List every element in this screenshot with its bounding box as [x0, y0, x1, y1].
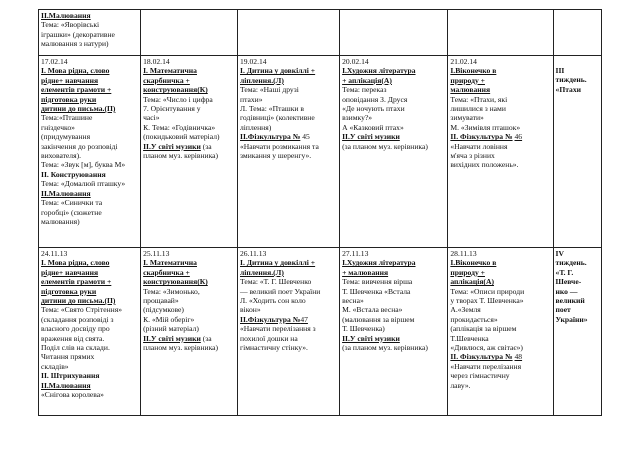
topic: вихідних положень». [450, 160, 519, 170]
activity: Т.Шевченка [450, 333, 489, 343]
subject: ІІ. Конструювання [41, 169, 106, 179]
subject: ІІ.Фізкультура № [240, 314, 301, 324]
topic: Тема: «Звук [м], буква М» [41, 160, 126, 170]
subject: рідне+ навчання [41, 267, 99, 277]
topic: Тема: «Зимонько, [143, 286, 200, 296]
week-label: України» [555, 314, 588, 324]
subject: ІІ. Штрихування [41, 371, 100, 381]
subject: конструювання(К) [143, 85, 208, 95]
topic: вихователя). [41, 151, 82, 161]
subject: ІІ.Малювання [41, 380, 91, 390]
date: 26.11.13 [240, 249, 267, 258]
subject: рідне+ навчання [41, 75, 99, 85]
activity: А.«Земля [450, 305, 481, 315]
topic: (за [202, 333, 212, 343]
subject: ліплення.(Л) [240, 267, 284, 277]
subject: конструювання(К) [143, 277, 208, 287]
subject: ІІ. Фізкультура № [450, 132, 513, 142]
empty-cell [238, 10, 340, 56]
table-row-week-4 [39, 248, 602, 416]
subject: ІІ.Малювання [41, 188, 91, 198]
activity: (покидьковий матеріал) [143, 132, 220, 142]
topic: (підсумкове) [143, 305, 184, 315]
topic: (за планом муз. керівника) [342, 343, 428, 353]
topic: оповідання З. Друся [342, 94, 408, 104]
topic: взимку?» [342, 113, 373, 123]
activity: К. Тема: «Годівничка» [143, 122, 216, 132]
topic: (за планом муз. керівника) [342, 141, 428, 151]
topic: закінчення до розповіді [41, 141, 118, 151]
topic: у творах Т. Шевченка» [450, 296, 524, 306]
week-label: тиждень. [555, 75, 587, 85]
empty-cell [553, 10, 601, 56]
week-label: великий [555, 296, 585, 306]
subject: ІІ. Фізкультура № [450, 352, 513, 362]
subject: + аплікація(А) [342, 75, 392, 85]
topic: весна» [342, 296, 364, 306]
topic: лаву». [450, 380, 471, 390]
week-label: Шевче- [555, 277, 582, 287]
activity: вікон» [240, 305, 261, 315]
subject: ліплення.(Л) [240, 75, 284, 85]
activity: Т. Шевченка) [342, 324, 385, 334]
cell-thursday [340, 56, 448, 248]
subject: І. Мова рідна, слово [41, 258, 110, 268]
week-label: IV [555, 249, 564, 258]
lesson-number: 45 [302, 132, 310, 142]
topic: птахи» [240, 94, 263, 104]
activity: М. «Встала весна» [342, 305, 403, 315]
topic: Тема:«Пташине [41, 113, 93, 123]
activity: прокидається» [450, 314, 498, 324]
cell-thursday [340, 248, 448, 416]
topic: горобці» (сюжетне [41, 207, 102, 217]
subject: аплікація(А) [450, 277, 494, 287]
subject: ІІ.У світі музики [342, 333, 400, 343]
subject: І. Дитина у довкіллі + [240, 258, 316, 268]
cell-week-label [553, 56, 601, 248]
cell-wednesday [238, 248, 340, 416]
week-label: нко — [555, 286, 578, 296]
topic: (придумування [41, 132, 91, 142]
topic: Т. Шевченка «Встала [342, 286, 411, 296]
subject: природу + [450, 75, 485, 85]
topic: «Навчати перелізання [450, 361, 522, 371]
topic: власного досвіду про [41, 324, 110, 334]
top-cell [39, 10, 141, 56]
topic: «Де ночують птахи [342, 104, 405, 114]
date: 21.02.14 [450, 57, 477, 66]
topic: Тема: переказ [342, 85, 387, 95]
activity: (малювання за віршем [342, 314, 415, 324]
date: 25.11.13 [143, 249, 170, 258]
topic: через гімнастичну [450, 371, 510, 381]
topic: планом муз. керівника) [143, 151, 219, 161]
cell-wednesday [238, 56, 340, 248]
topic: прощавай» [143, 296, 179, 306]
subject: І. Математична [143, 66, 197, 76]
week-label: тиждень. [555, 258, 587, 268]
topic: Тема: «Птахи, які [450, 94, 508, 104]
subject: природу + [450, 267, 485, 277]
subject: І.Віконечко в [450, 258, 497, 268]
top-line: Тема: «Яворівські [41, 20, 100, 30]
topic: Тема: «Описи природи [450, 286, 525, 296]
activity: «Дивлюся, аж світає») [450, 343, 523, 353]
topic: «Навчати перелізання з [240, 324, 316, 334]
topic: (за [202, 141, 212, 151]
topic: часі» [143, 113, 160, 123]
subject: І. Математична [143, 258, 197, 268]
top-title: ІІ.Малювання [41, 11, 91, 20]
date: 18.02.14 [143, 57, 170, 66]
topic: «Навчати ловіння [450, 141, 508, 151]
week-label: «Птахи [555, 84, 582, 94]
lesson-number: 47 [300, 314, 308, 324]
subject: дитини до письма.(П) [41, 104, 116, 114]
topic: Тема: «Число і цифра [143, 94, 213, 104]
subject: елементів грамоти + [41, 85, 112, 95]
subject: І.Віконечко в [450, 66, 497, 76]
activity: (різний матеріал) [143, 324, 199, 334]
subject: І. Мова рідна, слово [41, 66, 110, 76]
empty-cell [340, 10, 448, 56]
week-label: ІІІ [555, 66, 565, 75]
topic: Тема: «Т. Г. Шевченко [240, 277, 312, 287]
subject: підготовка руки [41, 94, 97, 104]
topic: — великий поет України [240, 286, 321, 296]
cell-friday [448, 56, 553, 248]
cell-monday [39, 248, 141, 416]
date: 19.02.14 [240, 57, 267, 66]
cell-tuesday [141, 248, 238, 416]
schedule-table [38, 9, 602, 416]
topic: складів» [41, 361, 69, 371]
subject: І.Художня література [342, 258, 416, 268]
topic: враження від свята. [41, 333, 105, 343]
topic: лишилися з нами [450, 104, 506, 114]
lesson-number: 48 [514, 352, 523, 362]
week-label: поет [555, 305, 571, 315]
subject: ІІ.Фізкультура № [240, 132, 301, 142]
activity: (аплікація за віршем [450, 324, 517, 334]
top-line: іграшки» (декоративне [41, 29, 115, 39]
subject: дитини до письма.(П) [41, 296, 116, 306]
table-row-week-3 [39, 56, 602, 248]
topic: Тема: «Свято Стрітення» [41, 305, 122, 315]
subject: ІІ.У світі музики [143, 141, 201, 151]
topic: «Снігова королева» [41, 390, 104, 400]
topic: зимувати» [450, 113, 484, 123]
subject: скарбничка + [143, 267, 190, 277]
date: 24.11.13 [41, 249, 68, 258]
document-page [38, 9, 602, 416]
week-label: «Т. Г. [555, 267, 574, 277]
topic: малювання) [41, 216, 80, 226]
topic: (складання розповіді з [41, 314, 114, 324]
cell-monday [39, 56, 141, 248]
topic: гімнастичну стінку». [240, 343, 308, 353]
topic: Тема: вивчення вірша [342, 277, 413, 287]
topic: «Навчати розмикання та [240, 141, 319, 151]
table-row-top [39, 10, 602, 56]
lesson-number: 46 [514, 132, 523, 142]
topic: Читання прямих [41, 352, 95, 362]
topic: 7. Орієнтування у [143, 104, 201, 114]
activity: Л. Тема: «Пташки в годівниці» (колективне ліплення) [240, 104, 315, 132]
date: 28.11.13 [450, 249, 477, 258]
subject: елементів грамоти + [41, 277, 112, 287]
topic: похилої дошки на [240, 333, 298, 343]
subject: + малювання [342, 267, 389, 277]
activity: Л. «Ходить сон коло [240, 296, 306, 306]
activity: К. «Мій оберіг» [143, 314, 195, 324]
activity: А «Казковий птах» [342, 122, 404, 132]
top-line: малювання з натури) [41, 39, 109, 49]
date: 27.11.13 [342, 249, 369, 258]
topic: Тема: «Синички та [41, 198, 103, 208]
topic: м'яча з різних [450, 151, 495, 161]
topic: планом муз. керівника) [143, 343, 219, 353]
cell-tuesday [141, 56, 238, 248]
empty-cell [448, 10, 553, 56]
topic: Поділ слів на склади. [41, 343, 110, 353]
topic: Тема: «Наші друзі [240, 85, 299, 95]
subject: скарбничка + [143, 75, 190, 85]
subject: І.Художня література [342, 66, 416, 76]
subject: ІІ.У світі музики [342, 132, 400, 142]
subject: ІІ.У світі музики [143, 333, 201, 343]
cell-week-label [553, 248, 601, 416]
activity: М. «Зимівля пташок» [450, 122, 521, 132]
cell-friday [448, 248, 553, 416]
date: 17.02.14 [41, 57, 68, 66]
subject: малювання [450, 85, 491, 95]
empty-cell [141, 10, 238, 56]
date: 20.02.14 [342, 57, 369, 66]
subject: І. Дитина у довкіллі + [240, 66, 316, 76]
topic: змикання у шеренгу». [240, 151, 312, 161]
topic: гніздечко» [41, 122, 75, 132]
topic: Тема: «Домалюй пташку» [41, 179, 126, 189]
subject: підготовка руки [41, 286, 97, 296]
